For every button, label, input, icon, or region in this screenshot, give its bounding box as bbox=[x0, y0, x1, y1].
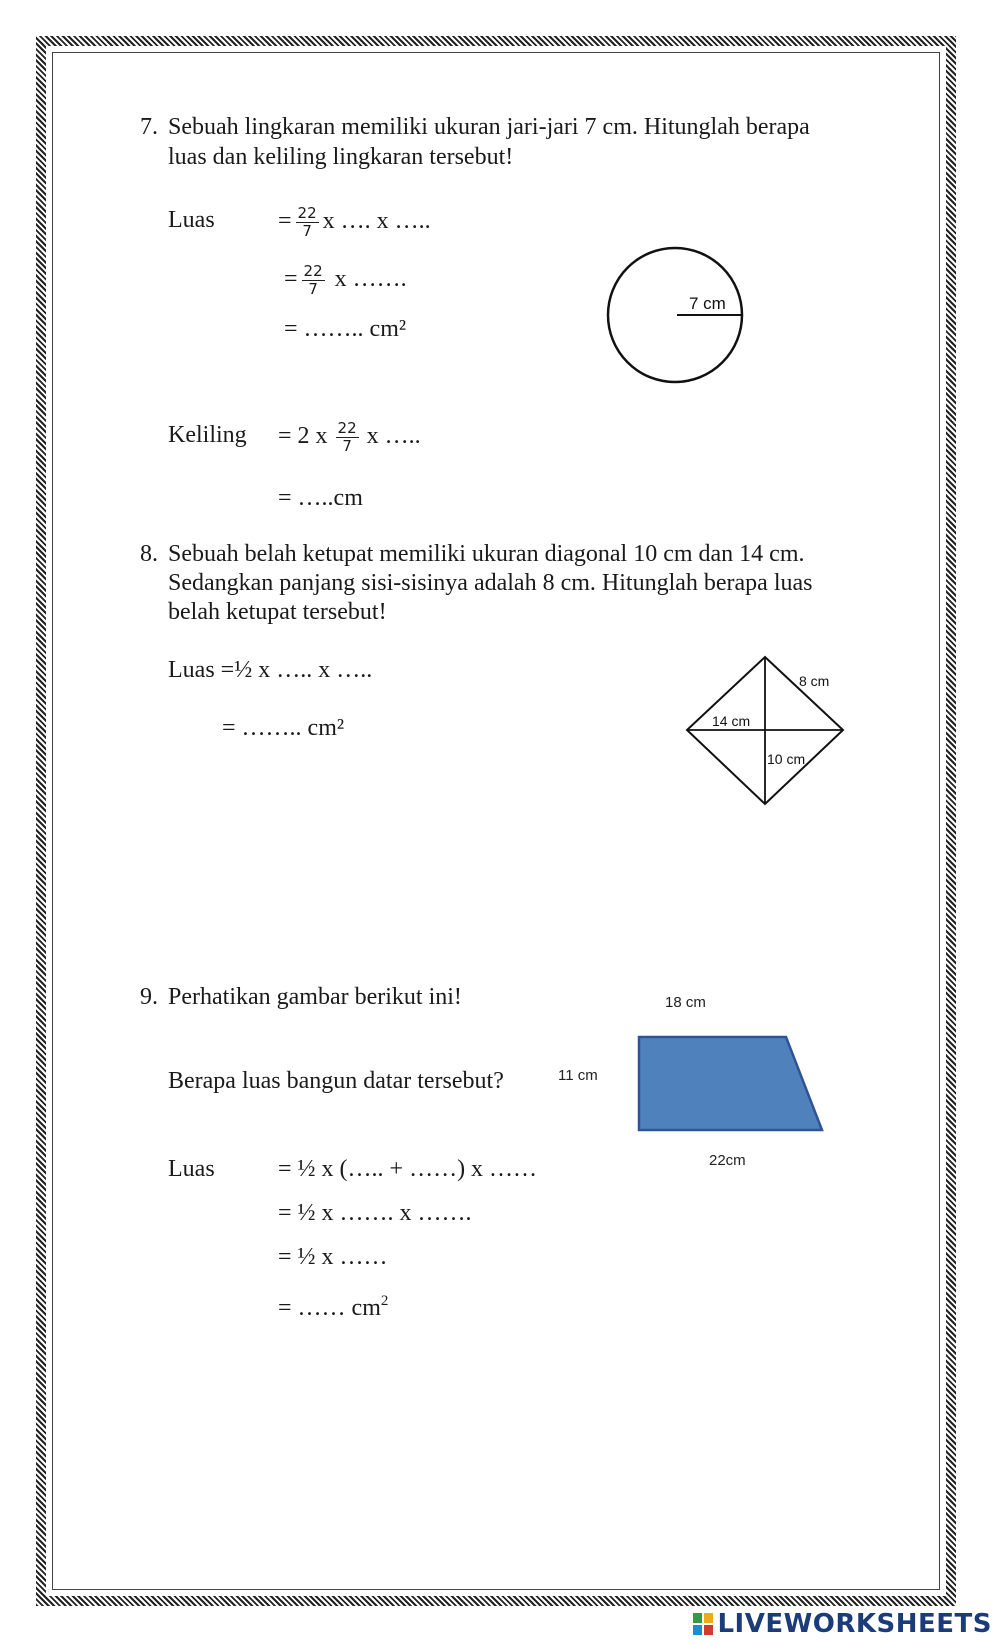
circle-diagram bbox=[600, 240, 750, 390]
side-label: 8 cm bbox=[799, 673, 830, 689]
q7-keliling-step1 bbox=[278, 420, 421, 455]
q7-keliling-step1-rest: x ….. bbox=[366, 423, 421, 450]
radius-label: 7 cm bbox=[689, 294, 726, 313]
fraction bbox=[302, 263, 325, 298]
q7-luas-step2-eq: = bbox=[284, 266, 298, 293]
q9-step4-superscript: 2 bbox=[380, 1293, 389, 1309]
q9-number: 9. bbox=[140, 984, 158, 1010]
q9-step4 bbox=[278, 1286, 388, 1323]
q9-step3: = ½ x …… bbox=[278, 1244, 388, 1270]
q8-luas-step1: Luas =½ x ….. x ….. bbox=[168, 657, 373, 683]
height-label: 11 cm bbox=[558, 1067, 598, 1084]
q8-text-line1: Sebuah belah ketupat memiliki ukuran diagonal 10 cm dan 14 cm. bbox=[168, 541, 805, 567]
diagonal-v-label: 10 cm bbox=[767, 751, 806, 767]
q7-luas-step1-eq: = bbox=[278, 208, 292, 235]
q7-text-line1: Sebuah lingkaran memiliki ukuran jari-jari 7 cm. Hitunglah berapa bbox=[168, 114, 810, 140]
q8-number: 8. bbox=[140, 541, 158, 567]
fraction-denominator: 7 bbox=[342, 437, 352, 455]
q7-keliling-step1-pre: = 2 x bbox=[278, 423, 328, 450]
q7-luas-label: Luas bbox=[168, 207, 215, 233]
q7-luas-step1 bbox=[278, 205, 431, 240]
fraction-numerator: 22 bbox=[303, 262, 323, 280]
trapezoid-diagram bbox=[550, 985, 850, 1175]
q9-step1: = ½ x (….. + ……) x …… bbox=[278, 1156, 538, 1182]
q8-text-line3: belah ketupat tersebut! bbox=[168, 599, 387, 625]
q7-luas-step3: = …….. cm² bbox=[284, 316, 407, 342]
q9-question: Berapa luas bangun datar tersebut? bbox=[168, 1068, 504, 1094]
q7-luas-step2 bbox=[284, 263, 407, 298]
q7-luas-step1-rest: x …. x ….. bbox=[322, 208, 431, 235]
top-side-label: 18 cm bbox=[665, 994, 706, 1011]
bottom-side-label: 22cm bbox=[709, 1152, 746, 1169]
liveworksheets-logo[interactable] bbox=[693, 1609, 992, 1639]
q7-text-line2: luas dan keliling lingkaran tersebut! bbox=[168, 144, 514, 170]
fraction-numerator: 22 bbox=[337, 419, 357, 437]
q9-luas-label: Luas bbox=[168, 1156, 215, 1182]
q9-step4-value: = …… cm bbox=[278, 1295, 381, 1321]
logo-icon bbox=[693, 1613, 713, 1635]
fraction bbox=[296, 205, 319, 240]
fraction-denominator: 7 bbox=[302, 222, 312, 240]
trapezoid-shape bbox=[639, 1037, 822, 1130]
logo-text: LIVEWORKSHEETS bbox=[717, 1609, 992, 1639]
rhombus-diagram bbox=[680, 650, 855, 812]
q8-luas-step2: = …….. cm² bbox=[222, 715, 345, 741]
q7-keliling-step2: = …..cm bbox=[278, 485, 363, 511]
q9-text-line1: Perhatikan gambar berikut ini! bbox=[168, 984, 462, 1010]
q7-number: 7. bbox=[140, 114, 158, 140]
q8-text-line2: Sedangkan panjang sisi-sisinya adalah 8 cm. Hitunglah berapa luas bbox=[168, 570, 813, 596]
q7-luas-step2-rest: x ……. bbox=[334, 266, 407, 293]
diagonal-h-label: 14 cm bbox=[712, 713, 751, 729]
q9-step2: = ½ x ……. x ……. bbox=[278, 1200, 472, 1226]
fraction-denominator: 7 bbox=[308, 280, 318, 298]
q7-keliling-label: Keliling bbox=[168, 422, 247, 448]
fraction-numerator: 22 bbox=[297, 204, 317, 222]
fraction bbox=[336, 420, 359, 455]
page-frame bbox=[52, 52, 940, 1590]
